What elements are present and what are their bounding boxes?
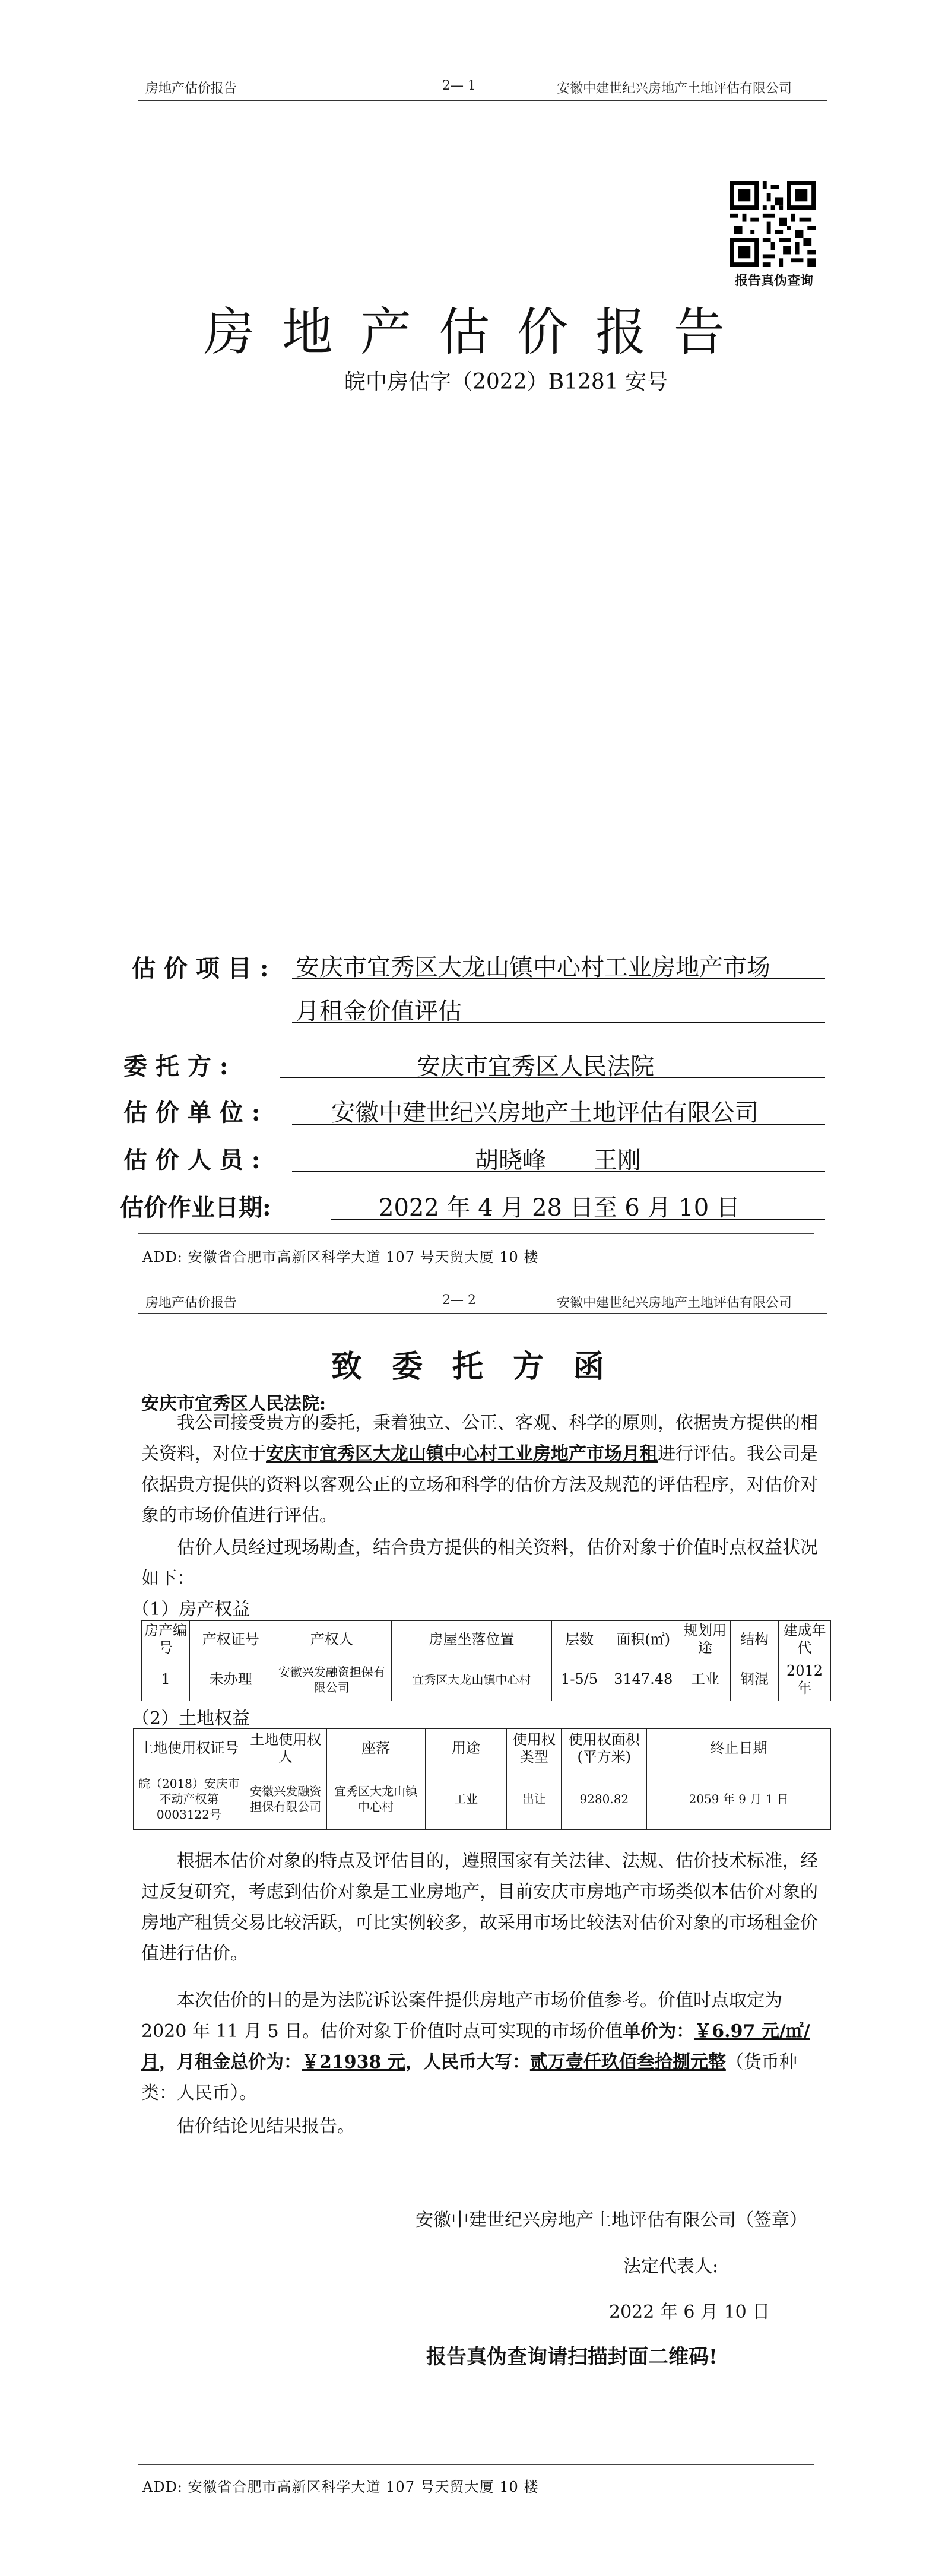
page1-header-page-number: 2— 1 xyxy=(442,78,476,93)
value-client: 安庆市宜秀区人民法院 xyxy=(417,1053,654,1080)
underline xyxy=(292,1171,825,1172)
table-header-cell: 规划用途 xyxy=(680,1621,731,1658)
letter-salutation: 安庆市宜秀区人民法院: xyxy=(141,1394,326,1414)
table-header-cell: 结构 xyxy=(731,1621,779,1658)
verification-notice: 报告真伪查询请扫描封面二维码! xyxy=(426,2345,718,2369)
table-cell: 安徽兴发融资担保有限公司 xyxy=(245,1768,326,1830)
letter-paragraph-3: 根据本估价对象的特点及评估目的，遵照国家有关法律、法规、估价技术标准，经过反复研究，考虑到估价对象是工业房地产，目前安庆市房地产市场类似本估价对象的房地产租赁交易比较活跃，可比实例较多，故采用市场比较法对估价对象的市场租金价值进行估价。 xyxy=(141,1851,818,1964)
underline xyxy=(292,978,825,979)
label-appraisal-firm: 估 价 单 位 : xyxy=(123,1099,261,1127)
amount-in-words: 贰万壹仟玖佰叁拾捌元整 xyxy=(529,2052,726,2073)
table-row xyxy=(142,1658,831,1701)
page2-footer-address: ADD: 安徽省合肥市高新区科学大道 107 号天贸大厦 10 楼 xyxy=(142,2479,539,2495)
appraisal-object-emphasis: 安庆市宜秀区大龙山镇中心村工业房地产市场月租 xyxy=(266,1444,658,1464)
underline xyxy=(331,1219,825,1220)
page2-header-page-number: 2— 2 xyxy=(442,1293,476,1308)
page1-footer-rule xyxy=(138,1233,814,1234)
letter-paragraph-1: 我公司接受贵方的委托，秉着独立、公正、客观、科学的原则，依据贵方提供的相关资料，对位于安庆市宜秀区大龙山镇中心村工业房地产市场月租进行评估。我公司是依据贵方提供的资料以客观公正的立场和科学的估价方法及规范的评估程序，对估价对象的市场价值进行评估。 xyxy=(141,1413,818,1526)
value-appraisal-project-line2: 月租金价值评估 xyxy=(296,998,462,1025)
page2-header-left: 房地产估价报告 xyxy=(145,1296,237,1311)
table-header-cell: 使用权面积(平方米) xyxy=(562,1729,647,1768)
house-rights-table xyxy=(141,1620,831,1701)
page2-header-right: 安徽中建世纪兴房地产土地评估有限公司 xyxy=(557,1296,792,1311)
table-row xyxy=(134,1768,831,1830)
table-cell: 工业 xyxy=(680,1658,731,1701)
table-cell: 宜秀区大龙山镇中心村 xyxy=(326,1768,425,1830)
table-header-cell: 终止日期 xyxy=(647,1729,831,1768)
table-header-cell: 产权人 xyxy=(272,1621,391,1658)
report-title: 房地产估价报告 xyxy=(204,303,752,362)
monthly-total-rent: ￥21938 元 xyxy=(302,2052,405,2073)
table-header-cell: 建成年代 xyxy=(779,1621,831,1658)
underline xyxy=(292,1022,825,1023)
value-work-dates: 2022 年 4 月 28 日至 6 月 10 日 xyxy=(379,1194,740,1222)
page2-footer-rule xyxy=(138,2464,814,2465)
table-cell: 工业 xyxy=(425,1768,507,1830)
table-header-cell: 土地使用权证号 xyxy=(134,1729,245,1768)
label-work-dates: 估价作业日期: xyxy=(120,1194,271,1222)
table-header-cell: 土地使用权人 xyxy=(245,1729,326,1768)
table-header-cell: 房产编号 xyxy=(142,1621,190,1658)
table-cell: 3147.48 xyxy=(607,1658,680,1701)
letter-paragraph-4: 本次估价的目的是为法院诉讼案件提供房地产市场价值参考。价值时点取定为 2020 年 11 月 5 日。估价对象于价值时点可实现的市场价值单价为：￥6.97 元/㎡/月，月租金总价为：￥21938 元，人民币大写：贰万壹仟玖佰叁拾捌元整（货币种类：人民币）。 xyxy=(141,1990,810,2104)
underline xyxy=(280,1077,825,1078)
table-cell: 1-5/5 xyxy=(552,1658,607,1701)
signature-date: 2022 年 6 月 10 日 xyxy=(609,2302,770,2323)
table-cell: 安徽兴发融资担保有限公司 xyxy=(272,1658,391,1701)
table-cell: 2012年 xyxy=(779,1658,831,1701)
table-cell: 2059 年 9 月 1 日 xyxy=(647,1768,831,1830)
land-rights-table xyxy=(133,1728,831,1830)
section-house-rights: （1）房产权益 xyxy=(132,1599,250,1620)
table-header-cell: 座落 xyxy=(326,1729,425,1768)
table-cell: 1 xyxy=(142,1658,190,1701)
underline xyxy=(292,1124,825,1125)
table-header-cell: 用途 xyxy=(425,1729,507,1768)
page1-footer-address: ADD: 安徽省合肥市高新区科学大道 107 号天贸大厦 10 楼 xyxy=(142,1249,539,1265)
page1-header-right: 安徽中建世纪兴房地产土地评估有限公司 xyxy=(557,81,792,96)
table-cell: 皖（2018）安庆市不动产权第0003122号 xyxy=(134,1768,245,1830)
table-header-cell: 层数 xyxy=(552,1621,607,1658)
value-appraisers: 胡晓峰 王刚 xyxy=(475,1147,641,1174)
label-client: 委 托 方 : xyxy=(123,1052,229,1080)
table-row xyxy=(142,1621,831,1658)
page1-header-rule xyxy=(138,100,827,101)
unit-price: ￥6.97 元/㎡/月 xyxy=(141,2021,810,2073)
page1-header-left: 房地产估价报告 xyxy=(145,81,237,96)
letter-paragraph-2: 估价人员经过现场勘查，结合贵方提供的相关资料，估价对象于价值时点权益状况如下： xyxy=(141,1537,818,1589)
signature-company: 安徽中建世纪兴房地产土地评估有限公司（签章） xyxy=(416,2210,807,2231)
qr-caption: 报告真伪查询 xyxy=(735,273,814,288)
table-cell: 钢混 xyxy=(731,1658,779,1701)
value-appraisal-firm: 安徽中建世纪兴房地产土地评估有限公司 xyxy=(331,1099,759,1127)
table-cell: 宜秀区大龙山镇中心村 xyxy=(391,1658,552,1701)
signature-legal-rep: 法定代表人: xyxy=(623,2256,719,2277)
table-header-cell: 房屋坐落位置 xyxy=(391,1621,552,1658)
section-land-rights: （2）土地权益 xyxy=(132,1708,250,1729)
table-header-cell: 使用权类型 xyxy=(507,1729,562,1768)
label-appraisers: 估 价 人 员 : xyxy=(123,1146,261,1174)
letter-paragraph-5: 估价结论见结果报告。 xyxy=(177,2116,355,2137)
table-cell: 未办理 xyxy=(189,1658,272,1701)
table-row xyxy=(134,1729,831,1768)
table-header-cell: 面积(㎡) xyxy=(607,1621,680,1658)
value-appraisal-project-line1: 安庆市宜秀区大龙山镇中心村工业房地产市场 xyxy=(296,954,770,981)
report-number: 皖中房估字（2022）B1281 安号 xyxy=(344,370,668,394)
table-cell: 9280.82 xyxy=(562,1768,647,1830)
table-cell: 出让 xyxy=(507,1768,562,1830)
table-header-cell: 产权证号 xyxy=(189,1621,272,1658)
letter-title: 致委托方函 xyxy=(331,1349,635,1385)
qr-code-icon xyxy=(730,181,816,267)
page2-header-rule xyxy=(138,1313,827,1314)
label-appraisal-project: 估 价 项 目 : xyxy=(132,954,269,982)
